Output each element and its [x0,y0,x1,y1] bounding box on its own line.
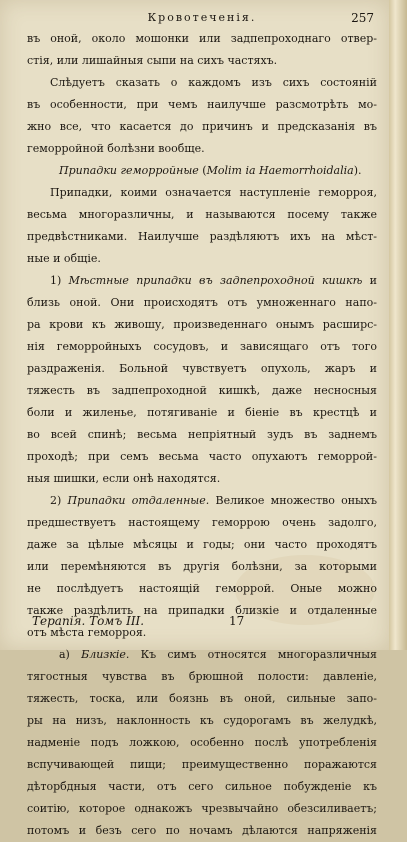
text-run: надменіе подъ ложкою, особенно послѣ употребленія [27,736,377,749]
text-run: въ оной, около мошонки или задпепроходнаго отвер- [27,32,377,45]
text-run: тягостныя чувства въ брюшной полости: давленіе, [27,670,377,683]
text-line [27,490,377,512]
text-run: ные и общіе. [27,252,101,265]
text-line [27,160,377,182]
text-run: ра крови къ живошу, произведеннаго онымъ расширс- [27,318,377,331]
text-line [27,270,377,292]
running-title: Кровотеченія. [147,11,257,24]
text-line [27,710,377,732]
text-run: тяжесть, тоска, или боязнь въ оной, сильные запо- [27,692,377,705]
text-run: жно все, что касается до причинъ и предсказанія въ [27,120,377,133]
text-run: соитію, которое однакожъ чрезвычайно обезсиливаетъ; [27,802,377,815]
text-line [27,336,377,358]
body-text [27,28,377,842]
text-line [27,798,377,820]
text-line [27,534,377,556]
text-line [27,314,377,336]
text-line [27,402,377,424]
text-run: въ особенности, при чемъ наилучше разсмотрѣть мо- [27,98,377,111]
text-line [27,50,377,72]
text-line [27,248,377,270]
text-run: и [362,274,377,287]
signature-mark: 17 [229,614,245,628]
text-run: предвѣстниками. Наилучше раздѣляютъ ихъ на мѣст- [27,230,377,243]
text-line [27,424,377,446]
text-line [27,446,377,468]
text-line [27,732,377,754]
text-line [27,182,377,204]
text-line [27,358,377,380]
text-run: или перемѣняются въ другія болѣзни, за которыми [27,560,377,573]
text-run: 2) [50,494,68,507]
text-run: Припадки, коими означается наступленіе геморроя, [50,186,377,199]
text-run: ныя шишки, если онѣ находятся. [27,472,221,485]
text-line [27,116,377,138]
text-line [27,204,377,226]
text-run: во всей спинѣ; весьма непріятный зудъ въ заднемъ [27,428,377,441]
text-run: отъ мѣста геморроя. [27,626,147,639]
text-line [27,380,377,402]
text-line [27,226,377,248]
italic-run: Близкіе. [81,648,130,661]
italic-run: Припадки геморройные [59,164,199,177]
text-line [27,644,377,666]
text-run: ( [198,164,207,177]
text-run: проходѣ; при семъ весьма часто опухаютъ геморрой- [27,450,377,463]
italic-run: Мѣстные припадки въ задпепроходной кишкѣ [68,274,363,287]
text-line [27,512,377,534]
text-line [27,94,377,116]
text-line [27,688,377,710]
text-line [27,578,377,600]
text-run: тяжесть въ задпепроходной кишкѣ, даже несносныя [27,384,377,397]
page-footer [32,614,372,634]
text-line [27,28,377,50]
text-run: 1) [50,274,69,287]
text-run: близь оной. Они происходятъ отъ умноженнаго напо- [27,296,377,309]
page-number: 257 [351,11,374,25]
text-run: a) [59,648,82,661]
volume-signature: Терапія. Томъ III. [32,614,145,628]
text-line [27,468,377,490]
text-run: весьма многоразличны, и называются посему также [27,208,377,221]
italic-run: Припадки отдаленные. [67,494,210,507]
text-run: Къ симъ относятся многоразличныя [129,648,377,661]
text-run: предшествуетъ настоящему геморрою очень задолго, [27,516,377,529]
text-line [27,138,377,160]
text-run: дѣторбдныя части, отъ сего сильное побужденіе къ [27,780,377,793]
text-line [27,776,377,798]
text-line [27,292,377,314]
text-line [27,754,377,776]
text-run: боли и жиленье, потягиваніе и біеніе въ крестцѣ и [27,406,377,419]
running-head [32,11,376,26]
italic-run: Molim ia Haemorrhoidalia [206,164,354,177]
page-binding-edge [389,0,407,650]
text-run: геморройной болѣзни вообще. [27,142,205,155]
text-run: стія, или лишайныя сыпи на сихъ частяхъ. [27,54,278,67]
text-run: нія геморройныхъ сосудовъ, и зависящаго отъ того [27,340,377,353]
text-run: вспучивающей пищи; преимущественно поражаются [27,758,377,771]
text-run: также раздѣлить на припадки близкіе и отдаленные [27,604,377,617]
text-run: раздраженія. Больной чувствуетъ опухоль, жаръ и [27,362,377,375]
text-run: даже за цѣлые мѣсяцы и годы; они часто проходятъ [27,538,377,551]
text-run: не послѣдуетъ настоящій геморрой. Оные можно [27,582,377,595]
text-run: Слѣдуетъ сказать о каждомъ изъ сихъ состояній [50,76,377,89]
text-run: потомъ и безъ сего по ночамъ дѣлаются напряженія [27,824,377,837]
text-run: ры на низъ, наклонность къ судорогамъ въ желудкѣ, [27,714,377,727]
text-line [27,666,377,688]
text-run: Великое множество оныхъ [209,494,377,507]
text-line [27,556,377,578]
text-run: ). [353,164,362,177]
text-line [27,820,377,842]
text-line [27,72,377,94]
